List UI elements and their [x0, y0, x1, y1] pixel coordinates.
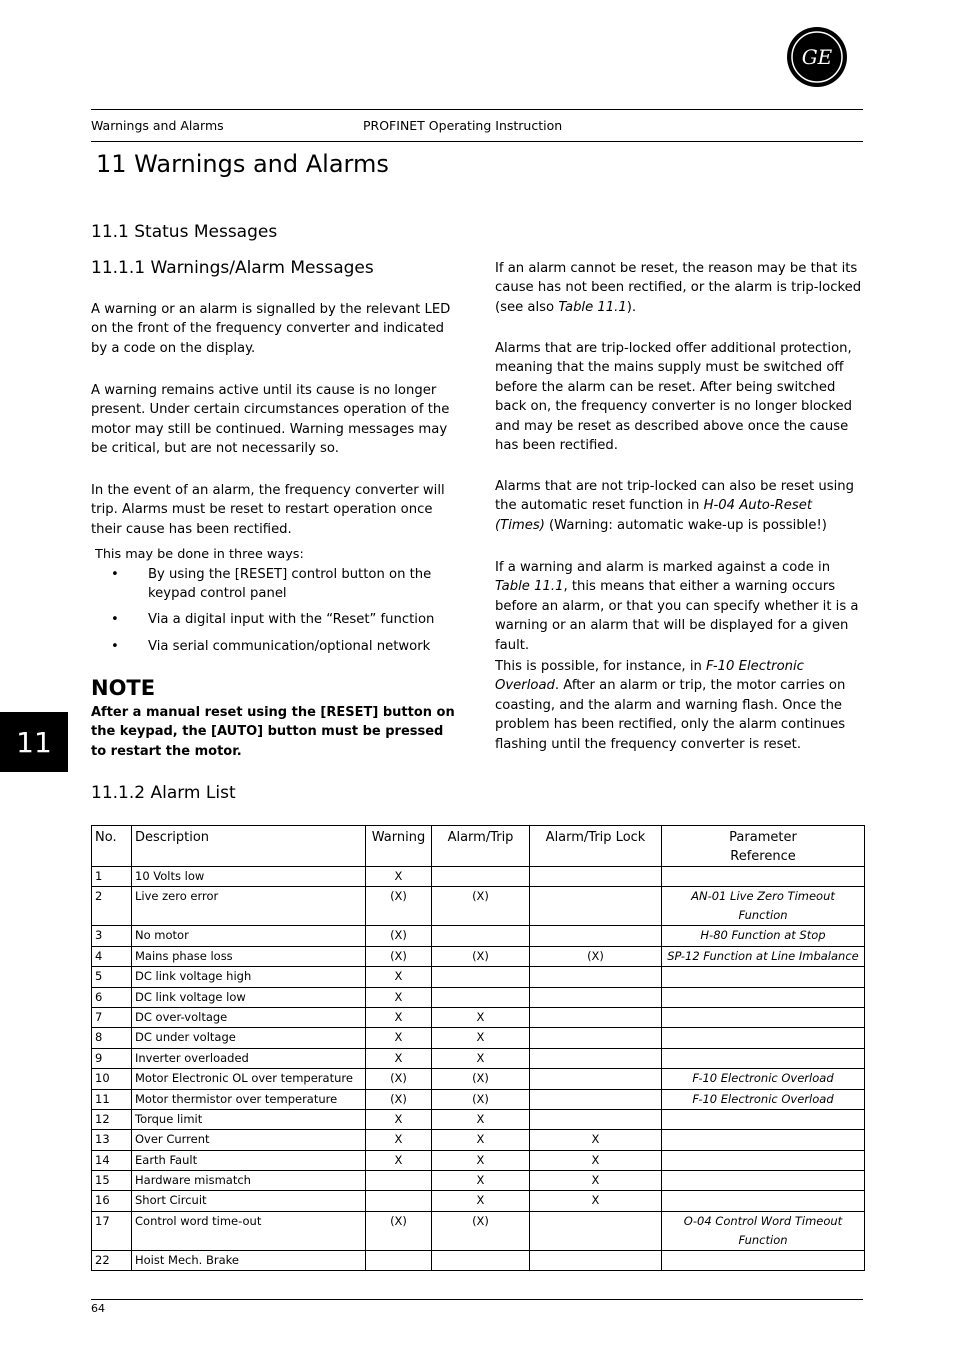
table-row	[92, 1048, 865, 1068]
cell-warning: (X)	[366, 1089, 432, 1109]
header-section: Warnings and Alarms	[91, 118, 224, 133]
cell-parameter-reference	[662, 1109, 865, 1129]
cell-description: Torque limit	[132, 1109, 366, 1129]
cell-description: Short Circuit	[132, 1191, 366, 1211]
table-header-row	[92, 826, 865, 867]
cell-alarm-trip: X	[432, 1048, 530, 1068]
note-title: NOTE	[91, 676, 156, 700]
cell-alarm-trip-lock	[530, 887, 662, 926]
cell-alarm-trip	[432, 1250, 530, 1270]
list-item-text: By using the [RESET] control button on the keypad control panel	[148, 567, 432, 602]
paragraph: If a warning and alarm is marked against a code in Table 11.1, this means that either a warning occurs before an alarm, or that you can specify whether it is a warning or an alarm that will be displayed for a given fault.	[495, 560, 859, 653]
cell-warning: X	[366, 1007, 432, 1027]
cell-warning: X	[366, 1109, 432, 1129]
cell-parameter-reference	[662, 1130, 865, 1150]
cell-warning	[366, 1250, 432, 1270]
cell-warning: X	[366, 867, 432, 887]
parameter-reference: F-10 Electronic Overload	[495, 659, 804, 694]
cell-warning: X	[366, 967, 432, 987]
table-row	[92, 1250, 865, 1270]
cell-warning	[366, 1191, 432, 1211]
cell-parameter-reference: AN-01 Live Zero Timeout Function	[662, 887, 865, 926]
table-row	[92, 926, 865, 946]
cell-alarm-trip: (X)	[432, 1069, 530, 1089]
cell-parameter-reference: H-80 Function at Stop	[662, 926, 865, 946]
cell-description: Motor Electronic OL over temperature	[132, 1069, 366, 1089]
cell-parameter-reference	[662, 1150, 865, 1170]
cell-alarm-trip	[432, 867, 530, 887]
cell-description: Inverter overloaded	[132, 1048, 366, 1068]
cell-alarm-trip-lock	[530, 1048, 662, 1068]
cell-warning: X	[366, 1028, 432, 1048]
cell-alarm-trip-lock	[530, 1211, 662, 1250]
parameter-reference: H-04 Auto-Reset (Times)	[495, 498, 813, 533]
cell-no: 9	[92, 1048, 132, 1068]
chapter-side-tab: 11	[0, 712, 68, 772]
list-item-text: Via a digital input with the “Reset” function	[148, 612, 435, 627]
cell-alarm-trip: (X)	[432, 1089, 530, 1109]
table-row	[92, 1130, 865, 1150]
cell-parameter-reference: F-10 Electronic Overload	[662, 1069, 865, 1089]
cell-description: Over Current	[132, 1130, 366, 1150]
cell-parameter-reference	[662, 967, 865, 987]
cell-alarm-trip-lock: X	[530, 1130, 662, 1150]
cell-warning: (X)	[366, 1069, 432, 1089]
cell-no: 15	[92, 1171, 132, 1191]
list-item	[105, 637, 435, 656]
cell-alarm-trip: X	[432, 1130, 530, 1150]
chapter-title: 11 Warnings and Alarms	[96, 150, 389, 178]
cell-no: 17	[92, 1211, 132, 1250]
col-header-warning: Warning	[366, 826, 432, 867]
cell-warning: (X)	[366, 946, 432, 966]
table-row	[92, 987, 865, 1007]
logo-text: GE	[801, 45, 833, 69]
paragraph: Alarms that are trip-locked offer additional protection, meaning that the mains supply must be switched off before the alarm can be reset. After being switched back on, the frequency converter is no longer blocked and may be reset as described above once the cause has been rectified.	[495, 341, 852, 454]
cell-no: 14	[92, 1150, 132, 1170]
cell-alarm-trip-lock	[530, 1069, 662, 1089]
cell-alarm-trip-lock: X	[530, 1191, 662, 1211]
table-row	[92, 1211, 865, 1250]
cell-parameter-reference	[662, 1191, 865, 1211]
table-row	[92, 1191, 865, 1211]
cell-no: 13	[92, 1130, 132, 1150]
cell-description: DC over-voltage	[132, 1007, 366, 1027]
bullet-marker: •	[111, 639, 119, 654]
cell-no: 4	[92, 946, 132, 966]
section-heading-alarm-list: 11.1.2 Alarm List	[91, 783, 236, 803]
cell-no: 12	[92, 1109, 132, 1129]
cell-alarm-trip-lock	[530, 867, 662, 887]
cell-alarm-trip: X	[432, 1109, 530, 1129]
table-row	[92, 1171, 865, 1191]
cell-warning: X	[366, 1130, 432, 1150]
cell-warning: X	[366, 987, 432, 1007]
cell-warning: (X)	[366, 1211, 432, 1250]
table-reference: Table 11.1	[495, 579, 564, 595]
cell-description: Live zero error	[132, 887, 366, 926]
page-number: 64	[91, 1302, 105, 1315]
cell-no: 8	[92, 1028, 132, 1048]
cell-description: Hoist Mech. Brake	[132, 1250, 366, 1270]
cell-warning	[366, 1171, 432, 1191]
cell-description: DC link voltage low	[132, 987, 366, 1007]
cell-no: 16	[92, 1191, 132, 1211]
table-row	[92, 1109, 865, 1129]
table-row	[92, 887, 865, 926]
list-item	[105, 565, 435, 604]
cell-warning: X	[366, 1048, 432, 1068]
paragraph: If an alarm cannot be reset, the reason may be that its cause has not been rectified, or the alarm is trip-locked (see also Table 11.1).	[495, 261, 862, 315]
header-rule-bottom	[91, 141, 863, 142]
footer-rule	[91, 1299, 863, 1300]
cell-alarm-trip: (X)	[432, 946, 530, 966]
table-row	[92, 867, 865, 887]
cell-alarm-trip-lock	[530, 926, 662, 946]
cell-no: 11	[92, 1089, 132, 1109]
cell-alarm-trip: X	[432, 1171, 530, 1191]
cell-alarm-trip-lock	[530, 967, 662, 987]
table-row	[92, 1069, 865, 1089]
cell-no: 7	[92, 1007, 132, 1027]
cell-alarm-trip-lock	[530, 1250, 662, 1270]
section-heading-status: 11.1 Status Messages	[91, 222, 278, 242]
cell-alarm-trip-lock	[530, 1109, 662, 1129]
cell-warning: (X)	[366, 887, 432, 926]
table-row	[92, 946, 865, 966]
col-header-parameter-reference: Parameter Reference	[662, 826, 865, 867]
cell-alarm-trip-lock: X	[530, 1171, 662, 1191]
paragraph: In the event of an alarm, the frequency converter will trip. Alarms must be reset to restart operation once their cause has been rectified.	[91, 483, 445, 537]
cell-parameter-reference	[662, 1250, 865, 1270]
col-header-no: No.	[92, 826, 132, 867]
cell-alarm-trip	[432, 926, 530, 946]
cell-no: 2	[92, 887, 132, 926]
cell-description: Motor thermistor over temperature	[132, 1089, 366, 1109]
cell-alarm-trip: X	[432, 1028, 530, 1048]
table-row	[92, 1089, 865, 1109]
cell-description: 10 Volts low	[132, 867, 366, 887]
cell-alarm-trip: (X)	[432, 1211, 530, 1250]
paragraph: A warning remains active until its cause is no longer present. Under certain circumstances operation of the motor may still be continued. Warning messages may be critical, but are not necessarily so.	[91, 383, 450, 457]
cell-description: Control word time-out	[132, 1211, 366, 1250]
cell-alarm-trip: (X)	[432, 887, 530, 926]
bullet-marker: •	[111, 567, 119, 582]
cell-parameter-reference	[662, 1171, 865, 1191]
cell-alarm-trip	[432, 987, 530, 1007]
cell-parameter-reference	[662, 867, 865, 887]
cell-no: 6	[92, 987, 132, 1007]
list-item-text: Via serial communication/optional network	[148, 639, 431, 654]
paragraph: A warning or an alarm is signalled by the relevant LED on the front of the frequency converter and indicated by a code on the display.	[91, 302, 451, 356]
cell-alarm-trip-lock: (X)	[530, 946, 662, 966]
cell-no: 1	[92, 867, 132, 887]
header-doc-title: PROFINET Operating Instruction	[363, 118, 563, 133]
cell-warning: (X)	[366, 926, 432, 946]
cell-description: DC link voltage high	[132, 967, 366, 987]
table-row	[92, 1150, 865, 1170]
ge-logo	[786, 26, 848, 88]
cell-description: Hardware mismatch	[132, 1171, 366, 1191]
cell-alarm-trip-lock	[530, 1007, 662, 1027]
cell-no: 5	[92, 967, 132, 987]
table-row	[92, 967, 865, 987]
table-reference: Table 11.1	[558, 299, 627, 315]
cell-parameter-reference	[662, 1028, 865, 1048]
ways-intro: This may be done in three ways:	[95, 547, 304, 562]
col-header-description: Description	[132, 826, 366, 867]
cell-warning: X	[366, 1150, 432, 1170]
cell-parameter-reference	[662, 1048, 865, 1068]
list-item	[105, 610, 435, 629]
col-header-alarm-trip: Alarm/Trip	[432, 826, 530, 867]
cell-alarm-trip-lock	[530, 987, 662, 1007]
col-header-alarm-trip-lock: Alarm/Trip Lock	[530, 826, 662, 867]
cell-no: 22	[92, 1250, 132, 1270]
cell-alarm-trip	[432, 967, 530, 987]
cell-description: Earth Fault	[132, 1150, 366, 1170]
paragraph: This is possible, for instance, in F-10 Electronic Overload. After an alarm or trip, the motor carries on coasting, and the alarm and warning flash. Once the problem has been rectified, only the alarm continues flashing until the frequency converter is reset.	[495, 659, 846, 752]
bullet-marker: •	[111, 612, 119, 627]
cell-alarm-trip: X	[432, 1191, 530, 1211]
cell-no: 3	[92, 926, 132, 946]
cell-parameter-reference	[662, 1007, 865, 1027]
header-rule-top	[91, 109, 863, 110]
cell-description: DC under voltage	[132, 1028, 366, 1048]
section-heading-warnings: 11.1.1 Warnings/Alarm Messages	[91, 258, 374, 278]
alarm-table	[91, 825, 865, 1271]
cell-alarm-trip-lock	[530, 1089, 662, 1109]
cell-description: Mains phase loss	[132, 946, 366, 966]
cell-alarm-trip-lock	[530, 1028, 662, 1048]
table-row	[92, 1007, 865, 1027]
cell-alarm-trip-lock: X	[530, 1150, 662, 1170]
paragraph: Alarms that are not trip-locked can also be reset using the automatic reset function in H-04 Auto-Reset (Times) (Warning: automatic wake-up is possible!)	[495, 479, 855, 533]
cell-description: No motor	[132, 926, 366, 946]
cell-parameter-reference: O-04 Control Word Timeout Function	[662, 1211, 865, 1250]
cell-parameter-reference: F-10 Electronic Overload	[662, 1089, 865, 1109]
cell-no: 10	[92, 1069, 132, 1089]
cell-parameter-reference	[662, 987, 865, 1007]
cell-parameter-reference: SP-12 Function at Line Imbalance	[662, 946, 865, 966]
table-row	[92, 1028, 865, 1048]
cell-alarm-trip: X	[432, 1150, 530, 1170]
note-text: After a manual reset using the [RESET] button on the keypad, the [AUTO] button must be pressed to restart the motor.	[91, 705, 455, 759]
cell-alarm-trip: X	[432, 1007, 530, 1027]
